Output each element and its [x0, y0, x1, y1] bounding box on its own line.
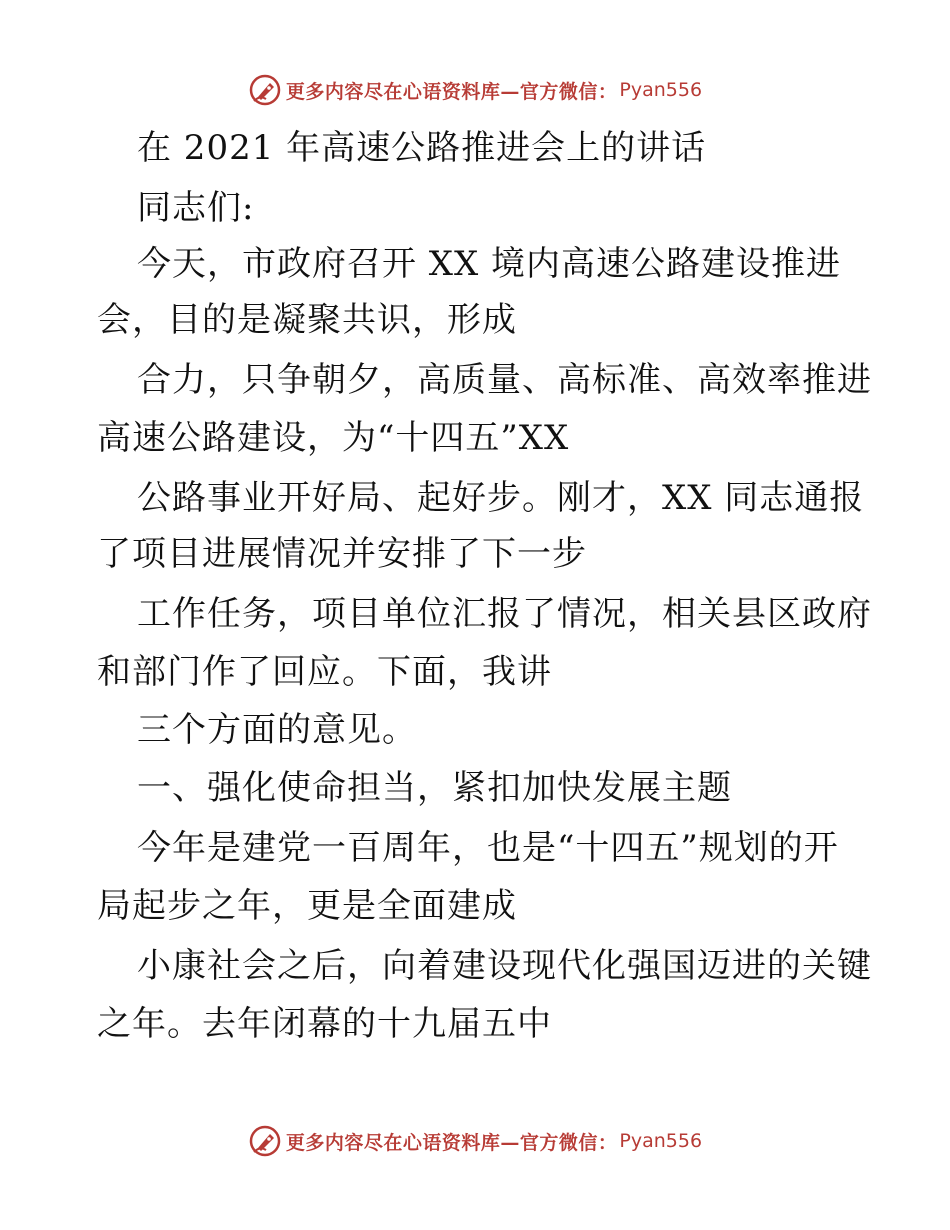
- footer-banner: [0, 1123, 950, 1159]
- header-banner-text: 更多内容尽在心语资料库—官方微信：: [285, 80, 618, 103]
- paragraph-line: 了项目进展情况并安排了下一步: [97, 534, 587, 574]
- paragraph-line: 和部门作了回应。下面，我讲: [97, 652, 552, 692]
- paragraph-line: 工作任务，项目单位汇报了情况，相关县区政府: [137, 594, 872, 634]
- paragraph-line: 局起步之年，更是全面建成: [97, 886, 517, 926]
- pen-nib-logo-icon: [248, 1124, 282, 1158]
- paragraph-line: 公路事业开好局、起好步。刚才，XX 同志通报: [137, 478, 865, 518]
- pen-nib-logo-icon: [248, 73, 282, 107]
- paragraph-line: 会，目的是凝聚共识，形成: [97, 300, 517, 340]
- paragraph-line: 合力，只争朝夕，高质量、高标准、高效率推进: [137, 360, 872, 400]
- paragraph-line: 高速公路建设，为“十四五”XX: [97, 418, 570, 458]
- paragraph-line: 之年。去年闭幕的十九届五中: [97, 1004, 552, 1044]
- document-title: 在 2021 年高速公路推进会上的讲话: [137, 128, 707, 168]
- header-banner: [0, 72, 950, 108]
- footer-banner-text: 更多内容尽在心语资料库—官方微信：: [285, 1131, 618, 1154]
- paragraph-line: 今年是建党一百周年，也是“十四五”规划的开: [137, 828, 839, 868]
- paragraph-line: 小康社会之后，向着建设现代化强国迈进的关键: [137, 946, 872, 986]
- paragraph-line: 三个方面的意见。: [137, 710, 417, 750]
- paragraph-line: 今天，市政府召开 XX 境内高速公路建设推进: [137, 244, 842, 284]
- salutation: 同志们:: [137, 188, 255, 228]
- header-banner-wechat-id: Pyan556: [619, 79, 703, 101]
- footer-banner-wechat-id: Pyan556: [619, 1130, 703, 1152]
- section-heading: 一、强化使命担当，紧扣加快发展主题: [137, 768, 732, 808]
